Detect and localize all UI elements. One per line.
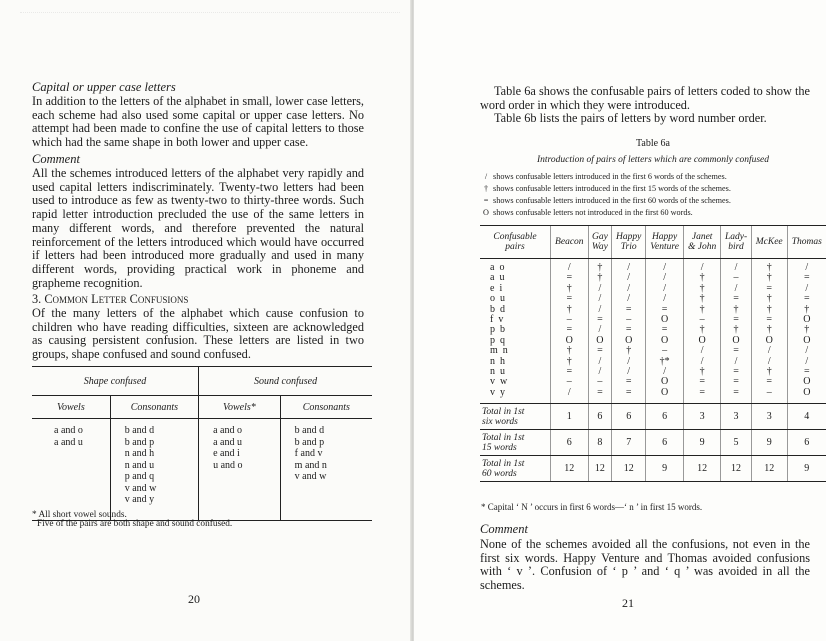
section-title: Common Letter Confusions [44, 292, 189, 306]
total-value: 4 [787, 404, 826, 430]
scan-artifact [20, 12, 400, 23]
scheme-codes-column: † † / / / = / O = / / – = [588, 259, 612, 404]
col-sound-consonants: Consonants [280, 396, 372, 419]
intro-paragraph-2: Table 6b lists the pairs of letters by word number order. [494, 111, 767, 125]
header-scheme: Gay Way [588, 226, 612, 259]
header-scheme: Happy Venture [646, 226, 684, 259]
total-value: 8 [588, 430, 612, 456]
total-value: 6 [612, 404, 646, 430]
table-label: Table 6a [635, 138, 670, 149]
heading-comment-right: Comment [480, 522, 528, 536]
cell-shape-vowels: a and o a and u [32, 419, 110, 521]
col-shape-consonants: Consonants [110, 396, 198, 419]
legend-item: / shows confusable letters introduced in the first 6 words of the schemes. [484, 172, 727, 181]
pairs-column: a o a u e i o u b d f v p b p q m n n h n u v w v y [480, 259, 551, 404]
col-sound-vowels: Vowels* [199, 396, 281, 419]
total-value: 6 [551, 430, 589, 456]
total-value: 3 [721, 404, 752, 430]
paragraph-confusions: Of the many letters of the alphabet which cause confusion to children who have reading difficulties, sixteen are acknowledged as causing persistent confusion. These letters are listed in two groups, shape confused and sound confused. [32, 306, 364, 362]
scheme-codes-column: / = / = † O † O / / = O O [787, 259, 826, 404]
legend-item: O shows confusable letters not introduced in the first 60 words. [483, 208, 693, 217]
table-6a [480, 225, 826, 482]
total-value: 12 [721, 456, 752, 482]
intro-paragraph-1: Table 6a shows the confusable pairs of letters coded to show the word order in which they were introduced. [480, 84, 810, 112]
table-title: Introduction of pairs of letters which are commonly confused [536, 155, 770, 165]
heading-comment: Comment [32, 152, 80, 166]
page-number-left: 20 [188, 592, 200, 606]
header-scheme: Janet & John [684, 226, 721, 259]
scheme-codes-column: / / / / = – = O † / / = = [612, 259, 646, 404]
total-value: 9 [646, 456, 684, 482]
section-heading [32, 293, 364, 307]
footnote-vowels: * All short vowel sounds. [32, 510, 127, 520]
cell-sound-consonants: b and d b and p f and v m and n v and w [280, 419, 372, 521]
left-page [0, 0, 412, 641]
total-value: 6 [646, 430, 684, 456]
total-value: 3 [684, 404, 721, 430]
total-value: 9 [787, 456, 826, 482]
footnote-pairs: Five of the pairs are both shape and sound confused. [37, 519, 233, 529]
header-confusable-pairs: Confusable pairs [480, 226, 551, 259]
legend-item: = shows confusable letters introduced in the first 60 words of the schemes. [483, 196, 731, 205]
total-label: Total in 1st 15 words [480, 430, 551, 456]
paragraph-comment-right: None of the schemes avoided all the confusions, not even in the first six words. Happy Venture and Thomas avoided confusions with ‘ v ’. Confusion of ‘ p ’ and ‘ q ’ was avoided in all the schemes. [480, 537, 810, 593]
scheme-codes-column: / / / / = O = O – †* / O O [646, 259, 684, 404]
total-value: 9 [751, 430, 787, 456]
page-number-right: 21 [622, 596, 634, 610]
heading-capital-letters: Capital or upper case letters [32, 80, 176, 94]
total-value: 12 [751, 456, 787, 482]
scheme-codes-column: / – / = † = † O = / = = = [721, 259, 752, 404]
total-value: 12 [551, 456, 589, 482]
total-value: 12 [684, 456, 721, 482]
total-value: 5 [721, 430, 752, 456]
total-label: Total in 1st 60 words [480, 456, 551, 482]
scheme-codes-column: / = † = † – = O † † = – / [551, 259, 589, 404]
total-label: Total in 1st six words [480, 404, 551, 430]
total-value: 9 [684, 430, 721, 456]
total-value: 3 [751, 404, 787, 430]
total-value: 7 [612, 430, 646, 456]
paragraph-comment: All the schemes introduced letters of the alphabet very rapidly and used capital letters indiscriminately. Twenty-two letters had been used to introduce as few as twenty-two to thirty-three words. Such rapid letter introduction precluded the use of the same letters in many different words, and therefore prevented the natural reinforcement of the letters introduced which would have occurred if letters had been introduced more gradually and used in many different words, providing practical work in phoneme and grapheme recognition. [32, 166, 364, 290]
group-shape-confused: Shape confused [32, 367, 199, 396]
total-value: 12 [588, 456, 612, 482]
cell-shape-consonants: b and d b and p n and h n and u p and q v and w v and y [110, 419, 198, 521]
section-number: 3. [32, 292, 42, 306]
scheme-codes-column: / † † † † – † O / / † = = [684, 259, 721, 404]
header-scheme: Thomas [787, 226, 826, 259]
legend-item: † shows confusable letters introduced in the first 15 words of the schemes. [483, 184, 731, 193]
header-scheme: Beacon [551, 226, 589, 259]
header-scheme: McKee [751, 226, 787, 259]
right-page [414, 0, 826, 641]
group-sound-confused: Sound confused [199, 367, 372, 396]
confusions-table [32, 366, 372, 521]
scheme-codes-column: † † = † † = † O / / † = – [751, 259, 787, 404]
header-scheme: Lady- bird [721, 226, 752, 259]
header-scheme: Happy Trio [612, 226, 646, 259]
total-value: 12 [612, 456, 646, 482]
col-shape-vowels: Vowels [32, 396, 110, 419]
cell-sound-vowels: a and o a and u e and i u and o [199, 419, 281, 521]
paragraph-capital-letters: In addition to the letters of the alphabet in small, lower case letters, each scheme had also used some capital or upper case letters. No attempt had been made to confine the use of capital letters to those which had the same shape in both lower and upper case. [32, 94, 364, 150]
table-footnote: * Capital ‘ N ’ occurs in first 6 words—‘ n ’ in first 15 words. [481, 502, 703, 512]
total-value: 1 [551, 404, 589, 430]
total-value: 6 [787, 430, 826, 456]
total-value: 6 [588, 404, 612, 430]
total-value: 6 [646, 404, 684, 430]
